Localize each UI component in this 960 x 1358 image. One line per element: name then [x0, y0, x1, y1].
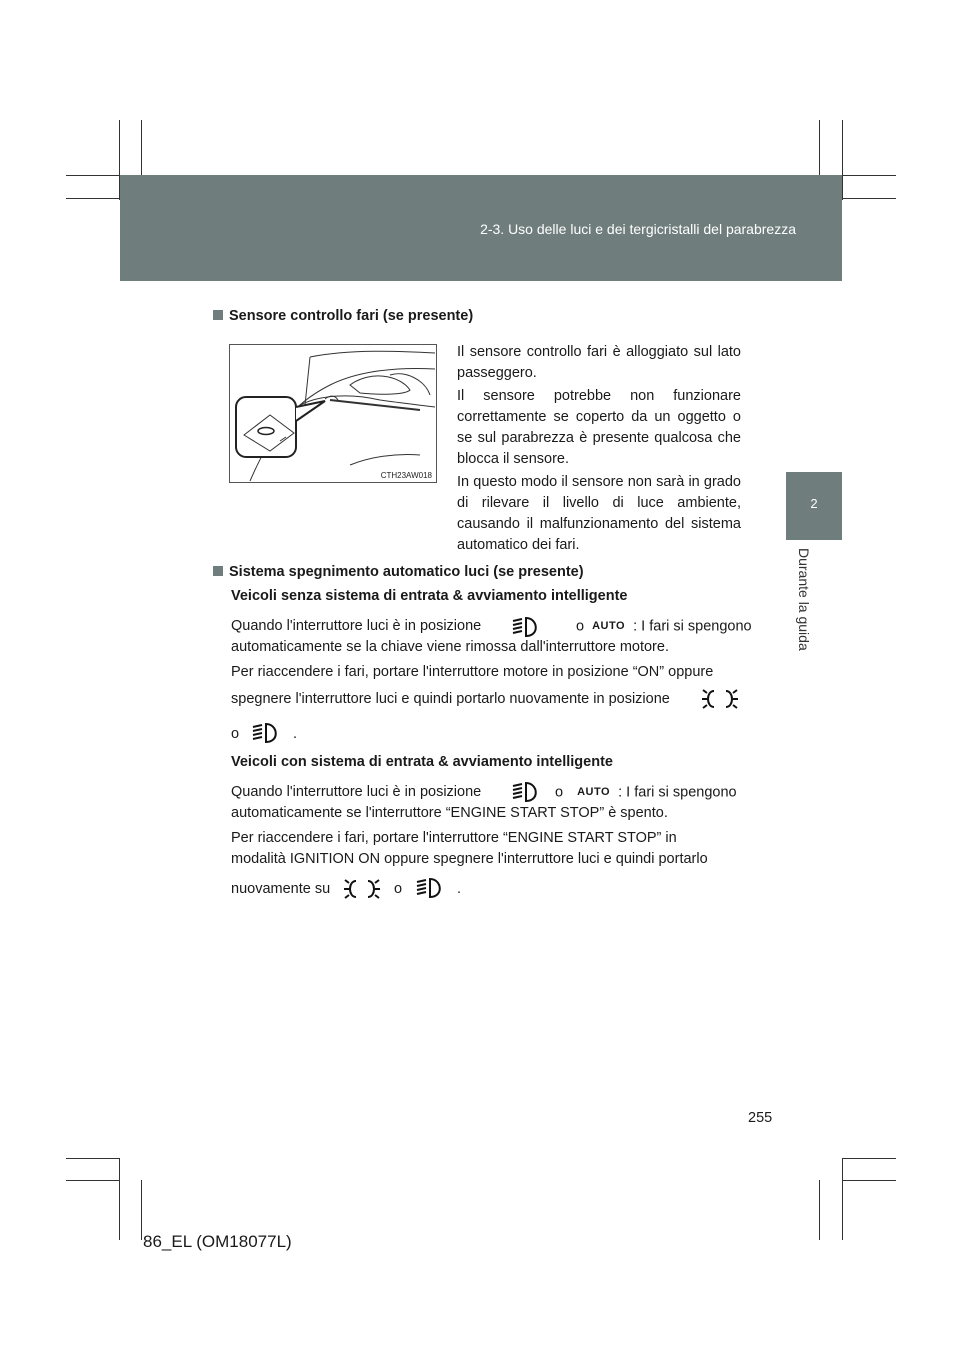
text-line: . — [457, 881, 462, 897]
text-line: . — [293, 726, 298, 742]
text-line: modalità IGNITION ON oppure spegnere l'interruttore luci e quindi portarlo — [231, 851, 708, 867]
text-line: spegnere l'interruttore luci e quindi portarlo nuovamente in posizione — [231, 691, 670, 707]
crop-mark — [842, 1180, 896, 1181]
subheading-with-smart: Veicoli con sistema di entrata & avviamento intelligente — [231, 754, 613, 770]
crop-mark — [66, 1158, 120, 1159]
crop-mark — [141, 1180, 142, 1240]
crop-mark — [119, 1158, 120, 1240]
crop-mark — [66, 198, 120, 199]
chapter-tab — [786, 472, 842, 540]
text-line: Per riaccendere i fari, portare l'interruttore motore in posizione “ON” oppure — [231, 664, 714, 680]
low-beam-headlight-icon — [250, 720, 284, 751]
text-line: nuovamente su — [231, 881, 331, 897]
figure-code: CTH23AW018 — [380, 471, 432, 480]
heading-auto-off: Sistema spegnimento automatico luci (se presente) — [213, 564, 584, 580]
auto-position-label: AUTO — [577, 786, 611, 798]
text-line: automaticamente se l'interruttore “ENGINE START STOP” è spento. — [231, 805, 668, 821]
subheading-without-smart: Veicoli senza sistema di entrata & avviamento intelligente — [231, 588, 628, 604]
chapter-number: 2 — [810, 496, 818, 511]
text-line: Quando l'interruttore luci è in posizione — [231, 618, 482, 634]
chapter-label: Durante la guida — [796, 548, 812, 651]
text-line: Quando l'interruttore luci è in posizione — [231, 784, 482, 800]
section-title: 2-3. Uso delle luci e dei tergicristalli del parabrezza — [480, 221, 796, 237]
square-bullet-icon — [213, 566, 223, 576]
text-line: o AUTO : I fari si spengono — [576, 616, 752, 637]
auto-position-label: AUTO — [592, 620, 626, 632]
crop-mark — [842, 1158, 896, 1159]
text-line: automaticamente se la chiave viene rimossa dall'interruttore motore. — [231, 639, 669, 655]
tail-light-icon — [344, 876, 382, 907]
section-header — [120, 175, 842, 281]
square-bullet-icon — [213, 310, 223, 320]
heading-sensor: Sensore controllo fari (se presente) — [213, 308, 473, 324]
page-number: 255 — [748, 1110, 773, 1126]
text-line: o — [394, 881, 403, 897]
tail-light-icon — [702, 686, 740, 717]
crop-mark — [842, 198, 896, 199]
crop-mark — [819, 1180, 820, 1240]
text-line: o AUTO : I fari si spengono — [555, 782, 737, 803]
sensor-paragraph-3: In questo modo il sensore non sarà in grado di rilevare il livello di luce ambiente, causando il malfunzionamento del sistema automatico dei fari. — [457, 474, 741, 553]
crop-mark — [66, 175, 120, 176]
crop-mark — [842, 1158, 843, 1240]
text-line: Per riaccendere i fari, portare l'interruttore “ENGINE START STOP” in — [231, 830, 677, 846]
crop-mark — [842, 120, 843, 200]
sensor-paragraph-2: Il sensore potrebbe non funzionare correttamente se coperto da un oggetto o se sul parabrezza è presente qualcosa che blocca il sensore. — [457, 388, 741, 467]
text-line: o — [231, 726, 240, 742]
sensor-figure — [229, 344, 437, 483]
crop-mark — [66, 1180, 120, 1181]
crop-mark — [842, 175, 896, 176]
sensor-paragraph-1: Il sensore controllo fari è alloggiato sul lato passeggero. — [457, 344, 741, 381]
low-beam-headlight-icon — [414, 875, 448, 906]
windshield-sensor-illustration — [230, 345, 436, 482]
document-code: 86_EL (OM18077L) — [143, 1232, 292, 1251]
